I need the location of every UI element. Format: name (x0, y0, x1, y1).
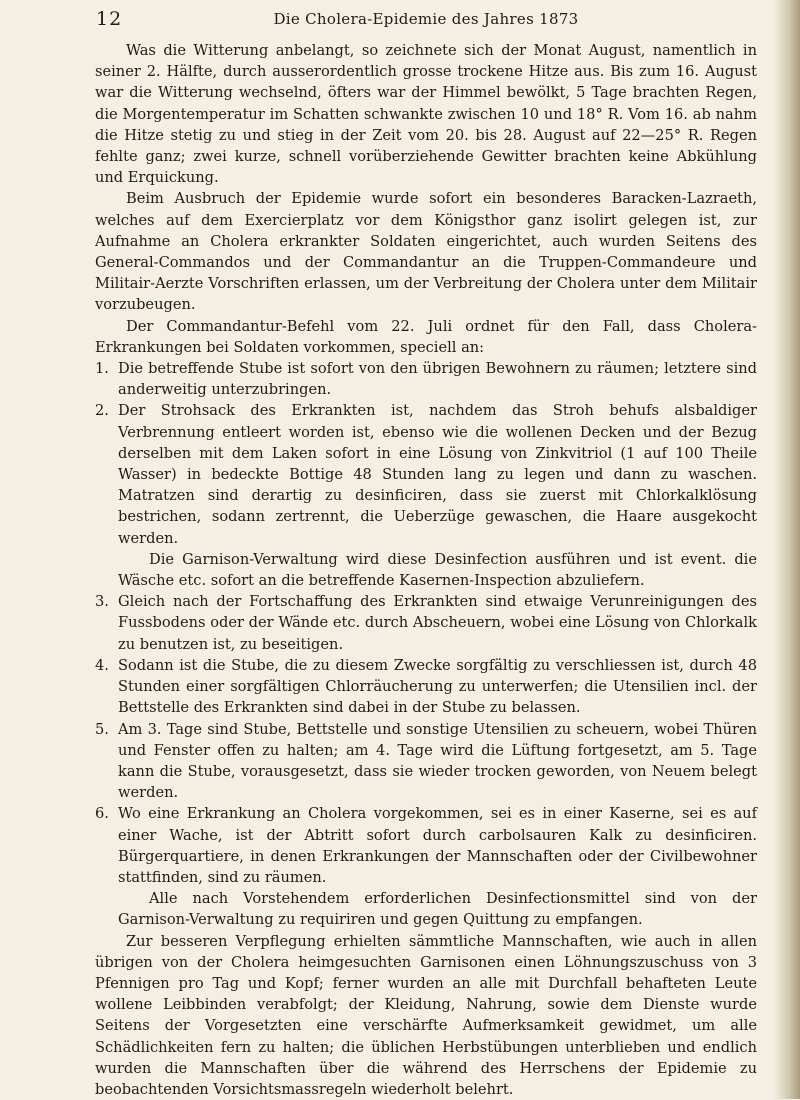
list-item-number: 3. (95, 593, 109, 611)
list-item-number: 1. (95, 360, 109, 378)
page-number: 12 (96, 8, 123, 30)
paragraph-lazareth: Beim Ausbruch der Epidemie wurde sofort ein besonderes Baracken-Lazraeth, welches auf dem Exercierplatz vor dem Königsthor ganz isolirt gelegen ist, zur Aufnahme an Cholera erkrankter Soldaten eingerichtet, auch wurden Seitens des General-Commandos und der Commandantur an die Truppen-Commandeure und Militair-Aerzte Vorschriften erlassen, um der Verbreitung der Cholera unter dem Militair vorzubeugen. (95, 190, 757, 314)
running-title: Die Cholera-Epidemie des Jahres 1873 (273, 10, 579, 28)
list-item-number: 2. (95, 402, 109, 420)
paragraph-weather: Was die Witterung anbelangt, so zeichnete sich der Monat August, namentlich in seiner 2. Hälfte, durch ausserordentlich grosse trockene Hitze aus. Bis zum 16. August war die Witterung wechselnd, öfters war der Himmel bewölkt, 5 Tage brachten Regen, die Morgentemperatur im Schatten schwankte zwischen 10 und 18° R. Vom 16. ab nahm die Hitze stetig zu und stieg in der Zeit vom 20. bis 28. August auf 22—25° R. Regen fehlte ganz; zwei kurze, schnell vorüberziehende Gewitter brachten keine Abkühlung und Erquickung. (95, 42, 757, 187)
list-item-number: 5. (95, 720, 109, 738)
list-item (95, 803, 757, 888)
list-item-text: Am 3. Tage sind Stube, Bettstelle und sonstige Utensilien zu scheuern, wobei Thüren und Fenster offen zu halten; am 4. Tage wird die Lüftung fortgesetzt, am 5. Tage kann die Stube, vorausgesetzt, dass sie wieder trocken geworden, von Neuem belegt werden. (118, 720, 757, 802)
list-item-text: Gleich nach der Fortschaffung des Erkrankten sind etwaige Verunreinigungen des Fussbodens oder der Wände etc. durch Abscheuern, wobei eine Lösung von Chlorkalk zu benutzen ist, zu beseitigen. (118, 593, 757, 653)
page-header (96, 8, 756, 32)
page-edge-shadow (774, 0, 800, 1099)
list-item-number: 6. (95, 805, 109, 823)
list-item (95, 655, 757, 719)
list-item-text: Der Strohsack des Erkrankten ist, nachdem das Stroh behufs alsbaldiger Verbrennung entleert worden ist, ebenso wie die wollenen Decken und der Bezug derselben mit dem Laken sofort in eine Lösung von Zinkvitriol (1 auf 100 Theile Wasser) in bedeckte Bottige 48 Stunden lang zu legen und dann zu waschen. Matratzen sind derartig zu desinficiren, dass sie zuerst mit Chlorkalklösung bestrichen, sodann zertrennt, die Ueberzüge gewaschen, die Haare ausgekocht werden. (118, 402, 757, 547)
list-sub-paragraph: Alle nach Vorstehendem erforderlichen Desinfectionsmittel sind von der Garnison-Verwaltung zu requiriren und gegen Quittung zu empfangen. (118, 890, 757, 929)
list-item (95, 400, 757, 548)
paragraph-order: Der Commandantur-Befehl vom 22. Juli ordnet für den Fall, dass Cholera-Erkrankungen bei Soldaten vorkommen, speciell an: (95, 317, 757, 356)
list-item-text: Die betreffende Stube ist sofort von den übrigen Bewohnern zu räumen; letztere sind anderweitig unterzubringen. (118, 360, 757, 399)
list-item-text: Sodann ist die Stube, die zu diesem Zwecke sorgfältig zu verschliessen ist, durch 48 Stunden einer sorgfältigen Chlorräucherung zu unterwerfen; die Utensilien incl. der Bettstelle des Erkrankten sind dabei in der Stube zu belassen. (118, 656, 757, 717)
list-item-text: Wo eine Erkrankung an Cholera vorgekommen, sei es in einer Kaserne, sei es auf einer Wache, ist der Abtritt sofort durch carbolsauren Kalk zu desinficiren. Bürgerquartiere, in denen Erkrankungen der Mannschaften oder der Civilbewohner stattfinden, sind zu räumen. (118, 805, 757, 886)
list-item (95, 719, 757, 804)
list-item (95, 591, 757, 655)
paragraph-provisions: Zur besseren Verpflegung erhielten sämmtliche Mannschaften, wie auch in allen übrigen von der Cholera heimgesuchten Garnisonen einen Löhnungszuschuss von 3 Pfennigen pro Tag und Kopf; ferner wurden an alle mit Durchfall behafteten Leute wollene Leibbinden verabfolgt; der Kleidung, Nahrung, sowie dem Dienste wurde Seitens der Vorgesetzten eine verschärfte Aufmerksamkeit gewidmet, um alle Schädlichkeiten fern zu halten; die üblichen Herbstübungen unterblieben und endlich wurden die Mannschaften über die während des Herrschens der Epidemie zu beobachtenden Vorsichtsmassregeln wiederholt belehrt. (95, 932, 757, 1098)
list-sub-paragraph: Die Garnison-Verwaltung wird diese Desinfection ausführen und ist event. die Wäsche etc. sofort an die betreffende Kasernen-Inspection abzuliefern. (118, 550, 757, 590)
body-text (95, 40, 757, 1100)
list-item (95, 358, 757, 400)
list-item-number: 4. (95, 656, 109, 674)
